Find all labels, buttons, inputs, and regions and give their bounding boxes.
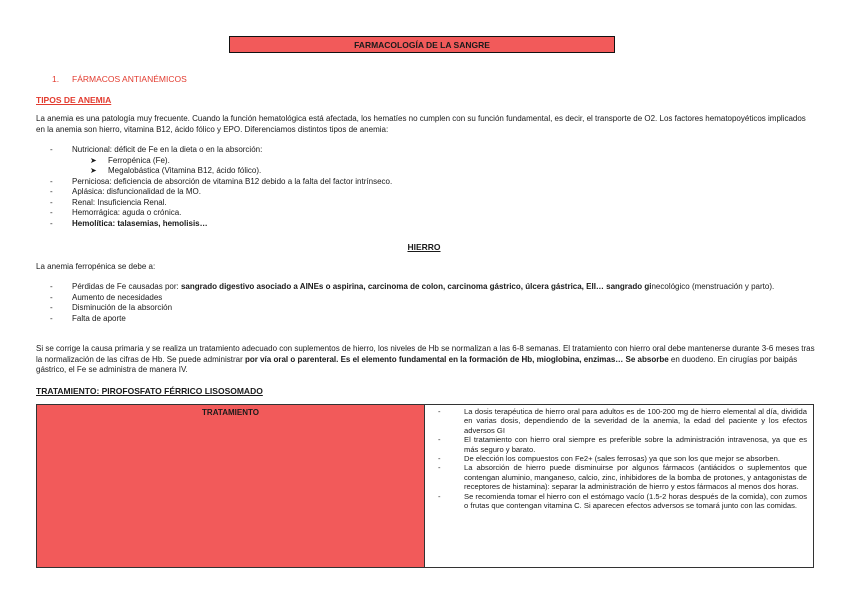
para-part: Si se corrige la causa primaria y se realiza un tratamiento adecuado con suplementos de hierro, los niveles de Hb se normalizan a las 6-8 semanas. El tratamiento con hierro oral debe mantenerse durante 3-6 meses tras la normalización de las cifras de Hb. Se puede administrar	[36, 344, 815, 364]
list-item-text: La absorción de hierro puede disminuirse por algunos fármacos (antiácidos o suplementos que contengan aluminio, manganeso, calcio, zinc, inhibidores de la bomba de protones, y antagonistas de receptores de histamina): separar la administración de hierro y estos fármacos al menos dos horas.	[464, 463, 807, 492]
dash-bullet: -	[438, 407, 441, 416]
list-item	[50, 303, 812, 314]
dash-bullet: -	[438, 491, 441, 501]
dash-bullet: -	[50, 197, 53, 207]
list-item-text: Perniciosa: deficiencia de absorción de vitamina B12 debido a la falta del factor intrínseco.	[72, 176, 393, 186]
dash-bullet: -	[50, 208, 53, 217]
sub-list-item	[90, 166, 392, 177]
list-item-text: Disminución de la absorción	[72, 303, 173, 312]
list-item	[438, 454, 807, 463]
list-item-text: Hemolítica: talasemias, hemolisis…	[72, 218, 208, 228]
section-title: FÁRMACOS ANTIANÉMICOS	[72, 74, 187, 84]
treatment-list	[426, 405, 813, 510]
dash-bullet: -	[50, 313, 53, 323]
anemia-types-list	[50, 145, 392, 229]
list-item-text: Aplásica: disfuncionalidad de la MO.	[72, 187, 201, 196]
sub-item-text: Ferropénica (Fe).	[108, 155, 170, 165]
list-item-text: Nutricional: déficit de Fe en la dieta o en la absorción:	[72, 145, 263, 154]
tratamiento-heading: TRATAMIENTO: PIROFOSFATO FÉRRICO LISOSOMADO	[36, 386, 263, 396]
list-item	[438, 463, 807, 491]
treatment-table	[36, 404, 814, 568]
list-item	[438, 492, 807, 511]
page-title: FARMACOLOGÍA DE LA SANGRE	[229, 36, 615, 53]
list-item	[50, 198, 392, 209]
dash-bullet: -	[50, 145, 53, 154]
dash-bullet: -	[438, 463, 441, 473]
dash-bullet: -	[50, 218, 53, 228]
list-item	[50, 293, 812, 304]
hierro-causes-list	[50, 282, 812, 324]
list-item	[438, 407, 807, 435]
list-item	[50, 208, 392, 219]
sub-list-item	[90, 156, 392, 167]
dash-bullet: -	[50, 187, 53, 196]
dash-bullet: -	[50, 282, 53, 291]
hierro-intro: La anemia ferropénica se debe a:	[36, 262, 156, 271]
hierro-heading: HIERRO	[407, 242, 441, 252]
para-bold: por vía oral o parenteral. Es el elemento fundamental en la formación de Hb, mioglobina, enzimas… Se absorbe	[245, 354, 669, 364]
dash-bullet: -	[50, 176, 53, 186]
causes-tail: necológico (menstruación y parto).	[651, 282, 775, 291]
list-item-text: La dosis terapéutica de hierro oral para adultos es de 100-200 mg de hierro elemental al día, dividida en varias dosis, dependiendo de la severidad de la anemia, la edad del paciente y los efectos adversos GI	[464, 407, 807, 435]
dash-bullet: -	[50, 303, 53, 312]
list-item-text: Aumento de necesidades	[72, 292, 163, 302]
list-item-text: Se recomienda tomar el hierro con el estómago vacío (1.5-2 horas después de la comida), con zumos o frutas que contengan vitamina C. Si aparecen efectos adversos se tomará junto con las comidas.	[464, 491, 807, 511]
list-item-text: Falta de aporte	[72, 313, 126, 323]
dash-bullet: -	[438, 435, 441, 445]
list-item-text: De elección los compuestos con Fe2+ (sales ferrosas) ya que son los que mejor se absorben.	[464, 454, 780, 464]
section-number: 1.	[52, 74, 60, 84]
list-item-text: El tratamiento con hierro oral siempre es preferible sobre la administración intravenosa, ya que es más seguro y barato.	[464, 435, 807, 454]
para-part: en duodeno. En cirugías por baipás gástrico, el Fe se administra de manera IV.	[36, 354, 798, 374]
treatment-header-cell: TRATAMIENTO	[37, 405, 425, 567]
intro-paragraph: La anemia es una patología muy frecuente. Cuando la función hematológica está afectada, los hematíes no cumplen con su función fundamental, es decir, el transporte de O2. Los factores hematopoyéticos implicados en la anemia son hierro, vitamina B12, ácido fólico y EPO. Diferenciamos distintos tipos de anemia:	[36, 114, 806, 134]
causes-bold: sangrado digestivo asociado a AINEs o aspirina, carcinoma de colon, carcinoma gástrico, úlcera gástrica, EII… sangrado gi	[180, 282, 652, 291]
section-heading	[52, 74, 187, 84]
list-item-text: Renal: Insuficiencia Renal.	[72, 197, 167, 207]
subsection-title: TIPOS DE ANEMIA	[36, 95, 112, 105]
list-item	[50, 145, 392, 177]
list-item-text: Hemorrágica: aguda o crónica.	[72, 208, 182, 217]
list-item	[50, 219, 392, 230]
dash-bullet: -	[50, 292, 53, 302]
dash-bullet: -	[438, 454, 441, 464]
arrow-bullet-icon: ➤	[90, 166, 97, 175]
hierro-paragraph	[36, 344, 816, 376]
arrow-bullet-icon: ➤	[90, 155, 97, 165]
sub-item-text: Megalobástica (Vitamina B12, ácido fólico).	[108, 166, 262, 175]
list-item	[50, 177, 392, 188]
list-item	[50, 314, 812, 325]
list-item	[50, 282, 812, 293]
list-item	[438, 435, 807, 454]
treatment-content-cell	[426, 405, 813, 567]
causes-lead: Pérdidas de Fe causadas por:	[72, 282, 181, 291]
sub-list	[72, 156, 392, 177]
list-item	[50, 187, 392, 198]
